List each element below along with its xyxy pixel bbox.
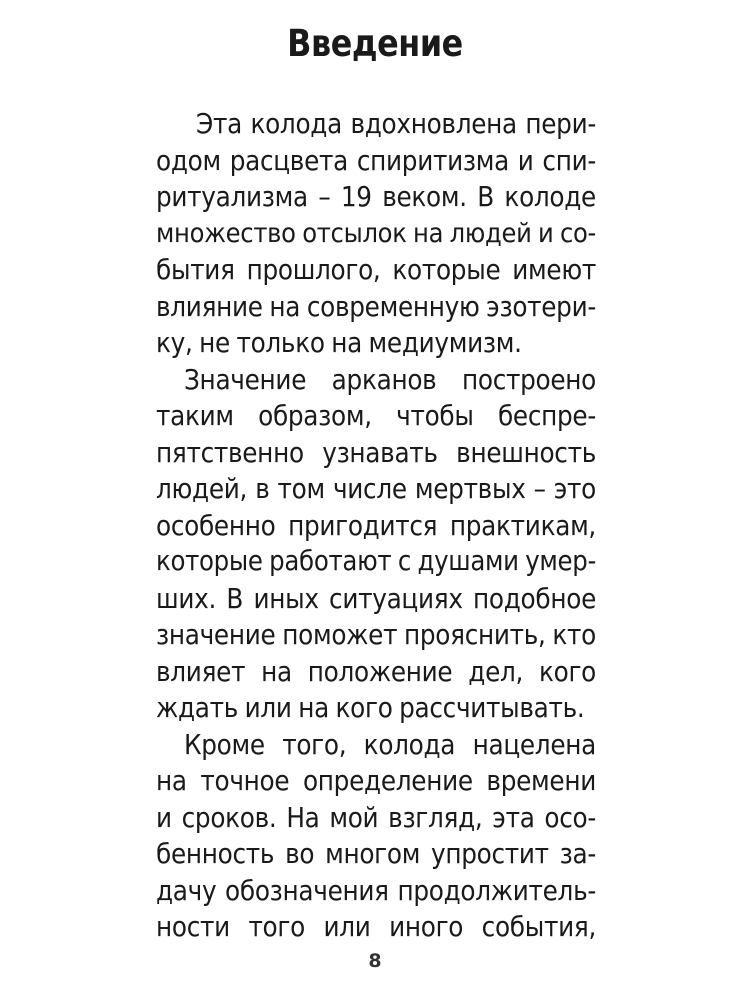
- text-line: множество отсылок на людей и со-: [156, 217, 596, 249]
- text-line: значение поможет прояснить, кто: [156, 619, 596, 651]
- text-line: на точное определение времени: [156, 765, 596, 797]
- text-line: ших. В иных ситуациях подобное: [156, 582, 596, 615]
- text-line: влияние на современную эзотери-: [156, 290, 596, 323]
- text-line: ритуализма – 19 веком. В колоде: [156, 181, 596, 213]
- text-line: людей, в том числе мертвых – это: [156, 473, 596, 505]
- text-line: Эта колода вдохновлена пери-: [196, 108, 596, 140]
- text-line: ности того или иного события,: [156, 911, 596, 943]
- page-number: 8: [368, 950, 382, 972]
- text-line: бенность во многом упростит за-: [156, 838, 596, 870]
- text-line: Значение арканов построено: [184, 363, 596, 396]
- text-line: пятственно узнавать внешность: [156, 436, 596, 469]
- page-title: Введение: [287, 22, 463, 65]
- text-line: бытия прошлого, которые имеют: [156, 254, 596, 286]
- text-line: влияет на положение дел, кого: [156, 655, 596, 688]
- text-line: и сроков. На мой взгляд, эта осо-: [156, 801, 596, 834]
- text-line: таким образом, чтобы беспре-: [156, 400, 596, 432]
- text-line: ку, не только на медиумизм.: [156, 327, 522, 359]
- text-line: ждать или на кого рассчитывать.: [156, 692, 585, 724]
- text-line: дачу обозначения продолжитель-: [156, 874, 596, 907]
- text-line: Кроме того, колода нацелена: [184, 728, 596, 761]
- text-line: одом расцвета спиритизма и спи-: [156, 144, 596, 177]
- text-line: которые работают с душами умер-: [156, 546, 596, 577]
- body-text: [156, 106, 596, 946]
- text-line: особенно пригодится практикам,: [156, 509, 596, 542]
